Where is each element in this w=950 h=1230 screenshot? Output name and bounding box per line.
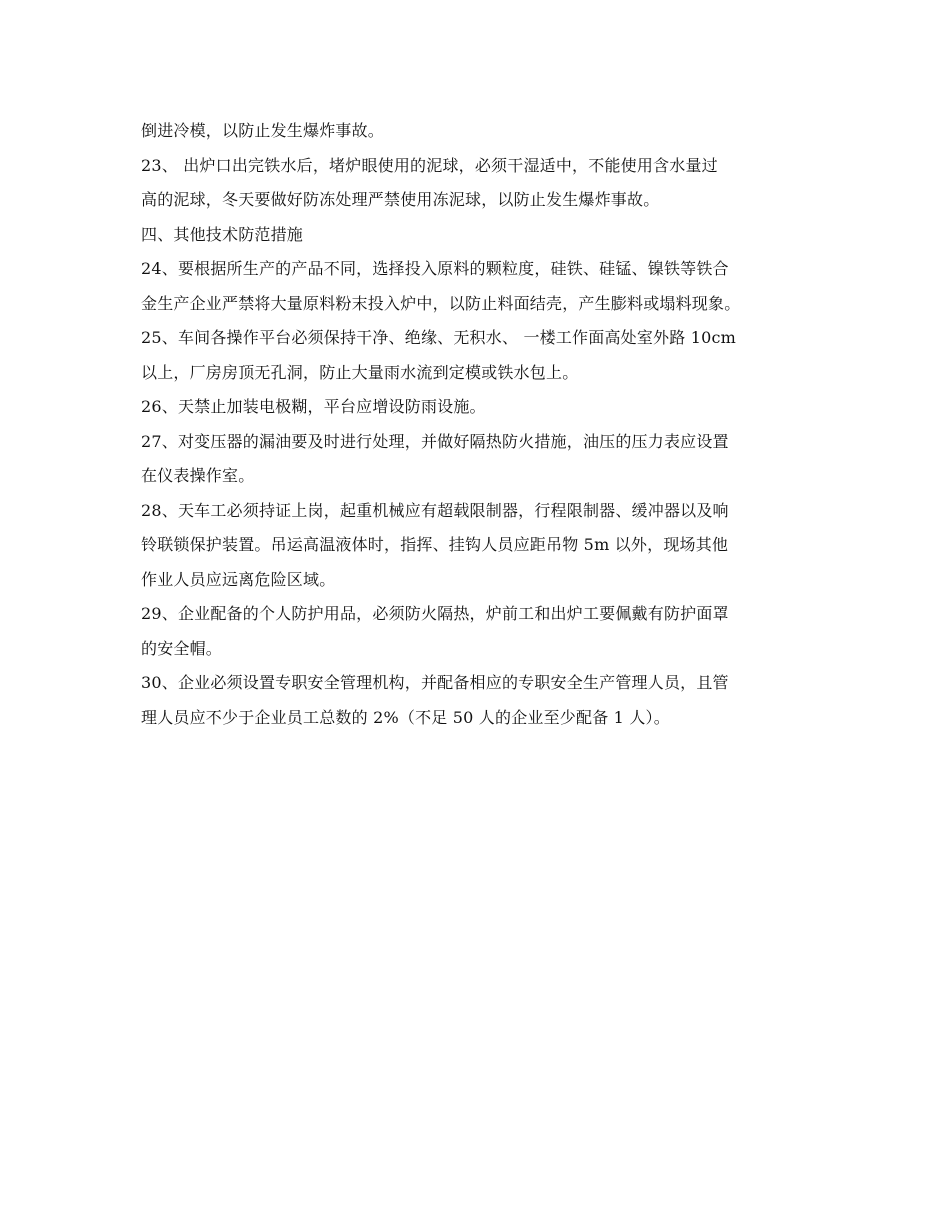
document-body: [141, 114, 821, 735]
text-line: 以上，厂房房顶无孔洞，防止大量雨水流到定模或铁水包上。: [141, 362, 579, 382]
text-line: 高的泥球，冬天要做好防冻处理严禁使用冻泥球，以防止发生爆炸事故。: [141, 190, 660, 209]
text-line: 30、企业必须设置专职安全管理机构，并配备相应的专职安全生产管理人员，且管: [141, 673, 729, 692]
text-line: 倒进冷模，以防止发生爆炸事故。: [141, 121, 385, 140]
text-line: 27、对变压器的漏油要及时进行处理，并做好隔热防火措施，油压的压力表应设置: [141, 431, 729, 451]
text-line: 29、企业配备的个人防护用品，必须防火隔热，炉前工和出炉工要佩戴有防护面罩: [141, 604, 729, 623]
text-line: 理人员应不少于企业员工总数的 2%（不足 50 人的企业至少配备 1 人）。: [141, 707, 670, 727]
text-line: 26、天禁止加装电极糊，平台应增设防雨设施。: [141, 397, 486, 416]
text-line: 作业人员应远离危险区域。: [141, 569, 336, 589]
text-line: 25、车间各操作平台必须保持干净、绝缘、无积水、 一楼工作面高处室外路 10cm: [141, 328, 737, 347]
text-line: 的安全帽。: [141, 638, 223, 658]
text-line: 28、天车工必须持证上岗，起重机械应有超载限制器，行程限制器、缓冲器以及响: [141, 500, 729, 520]
text-line: 23、 出炉口出完铁水后，堵炉眼使用的泥球，必须干湿适中，不能使用含水量过: [141, 155, 718, 175]
section-heading: 四、其他技术防范措施: [141, 224, 304, 244]
text-line: 在仪表操作室。: [141, 466, 255, 485]
text-line: 金生产企业严禁将大量原料粉末投入炉中，以防止料面结壳，产生膨料或塌料现象。: [141, 293, 741, 313]
text-line: 24、要根据所生产的产品不同，选择投入原料的颗粒度，硅铁、硅锰、镍铁等铁合: [141, 259, 729, 278]
text-line: 铃联锁保护装置。吊运高温液体时，指挥、挂钩人员应距吊物 5m 以外，现场其他: [141, 535, 729, 554]
